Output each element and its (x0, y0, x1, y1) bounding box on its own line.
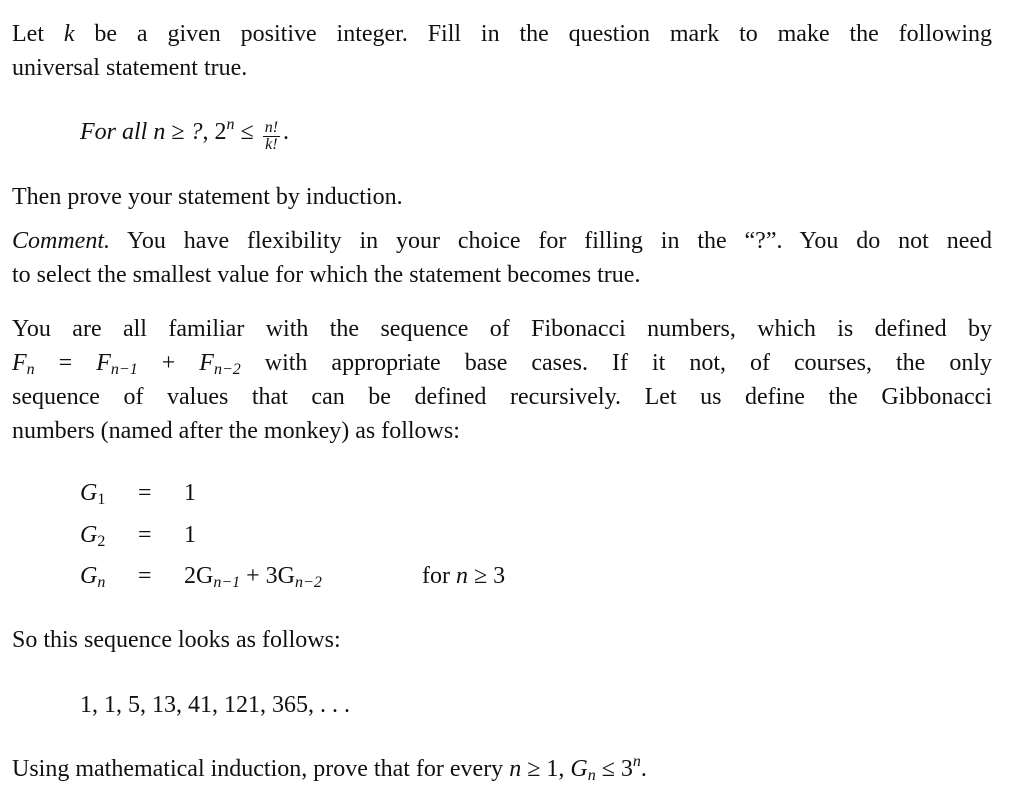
statement-exponent: n (226, 116, 235, 133)
eq1-sub: 1 (97, 491, 106, 508)
eq-row2-lhs (80, 518, 105, 552)
eq-row3-eq: = (138, 563, 152, 589)
eq-row2-eq: = (138, 522, 152, 548)
problem2-line1: You are all familiar with the sequence of Fibonacci numbers, which is defined by (12, 316, 992, 342)
prove-instruction: Then prove your statement by induction. (12, 184, 403, 210)
eq2-G: G (80, 522, 98, 548)
statement-two: 2 (214, 119, 227, 145)
statement-fraction (263, 120, 280, 153)
fib-F: F (12, 350, 27, 376)
statement-leq: ≤ (234, 119, 260, 145)
fib-plus: + (137, 350, 200, 376)
fib-F2: F (96, 350, 111, 376)
eq3-cond-for: for (422, 563, 456, 589)
eq-row1-rhs: 1 (184, 480, 196, 506)
final-text-c: ≤ 3 (595, 756, 633, 782)
eq-row3-condition (422, 559, 505, 593)
fib-equals: = (34, 350, 97, 376)
eq3-cond-rest: ≥ 3 (467, 563, 506, 589)
statement-geq: ≥ (165, 119, 191, 145)
final-text-b: ≥ 1, (521, 756, 571, 782)
eq3-rhs-sub1: n−1 (213, 574, 241, 591)
fib-sub-n2: n−2 (213, 361, 241, 378)
final-sub: n (587, 767, 596, 784)
problem2-line4: numbers (named after the monkey) as follows: (12, 418, 460, 444)
problem2-line3: sequence of values that can be defined recursively. Let us define the Gibbonacci (12, 384, 992, 410)
sequence-intro: So this sequence looks as follows: (12, 627, 341, 653)
intro-k: k (63, 21, 75, 47)
fib-sub-n: n (26, 361, 35, 378)
statement-period: . (283, 119, 290, 145)
fib-F3: F (199, 350, 214, 376)
final-exponent: n (632, 753, 641, 770)
eq-row3-lhs (80, 559, 105, 593)
intro-text-a: Let (12, 21, 64, 47)
final-text-a: Using mathematical induction, prove that for every (12, 756, 510, 782)
fraction-denominator: k! (265, 136, 278, 153)
eq3-sub: n (97, 574, 106, 591)
comment-label: Comment. (12, 228, 110, 254)
eq3-rhs-sub2: n−2 (295, 574, 322, 591)
eq1-G: G (80, 480, 98, 506)
eq-row3-rhs (184, 559, 322, 593)
fib-rest: with appropriate base cases. If it not, of courses, the only (240, 350, 992, 376)
comment-text-1: You have flexibility in your choice for filling in the “?”. You do not need (110, 228, 992, 254)
final-G: G (570, 756, 588, 782)
statement-n: n (153, 119, 166, 145)
comment-line2: to select the smallest value for which the statement becomes true. (12, 262, 641, 288)
eq3-G: G (80, 563, 98, 589)
universal-statement (80, 115, 289, 153)
statement-for-all: For all (80, 119, 154, 145)
eq-row1-lhs (80, 476, 105, 510)
final-instruction (12, 752, 992, 786)
intro-text-b: be a given positive integer. Fill in the question mark to make the following (74, 21, 992, 47)
sequence-values: 1, 1, 5, 13, 41, 121, 365, . . . (80, 692, 350, 718)
statement-question-mark: ? (190, 119, 203, 145)
final-period: . (640, 756, 647, 782)
statement-comma: , (202, 119, 215, 145)
final-n: n (509, 756, 522, 782)
fib-sub-n1: n−1 (110, 361, 138, 378)
eq3-rhs-plus: + 3G (240, 563, 296, 589)
eq3-cond-n: n (455, 563, 468, 589)
eq3-rhs-a: 2G (184, 563, 214, 589)
eq2-sub: 2 (97, 533, 106, 550)
eq-row1-eq: = (138, 480, 152, 506)
problem1-intro-line2: universal statement true. (12, 55, 248, 81)
eq-row2-rhs: 1 (184, 522, 196, 548)
fraction-numerator: n! (264, 119, 279, 136)
